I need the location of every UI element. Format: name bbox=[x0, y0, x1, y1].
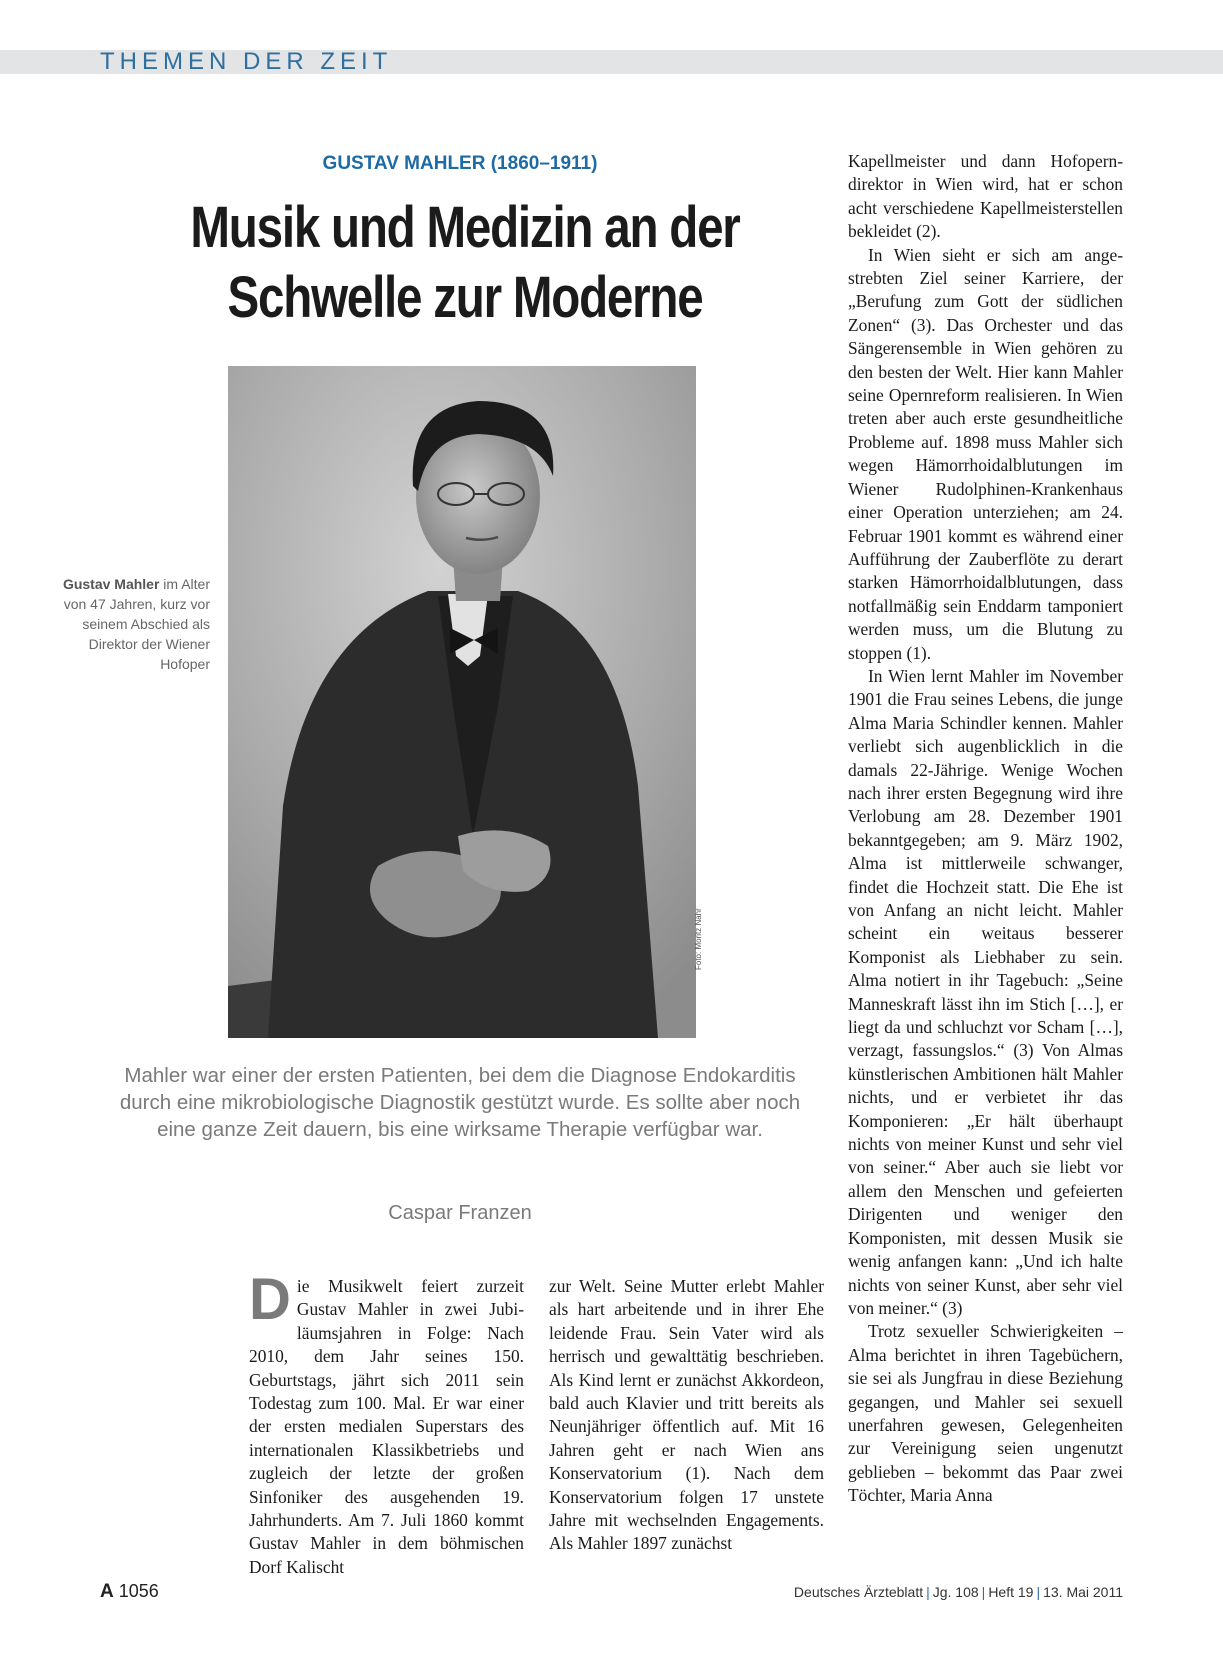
separator: | bbox=[981, 1584, 986, 1600]
paragraph: zur Welt. Seine Mutter erlebt Mahler als hart arbeitende und in ihrer Ehe leidende Frau. Sein Vater wird als herrisch und gewalttätig beschrieben. Als Kind lernt er zunächst Akkordeon, bald auch Klavier und tritt bereits als Neunjähriger öffentlich auf. Mit 16 Jahren geht er nach Wien ans Konservatorium (1). Nach dem Konservatorium folgen 17 unstete Jahre mit wechselnden Engagements. Als Mahler 1897 zunächst bbox=[549, 1276, 824, 1554]
photo-caption bbox=[60, 574, 210, 674]
article-headline bbox=[174, 193, 756, 333]
text-column-3 bbox=[848, 150, 1123, 1508]
journal-issue: Heft 19 bbox=[988, 1584, 1034, 1600]
journal-date: 13. Mai 2011 bbox=[1043, 1584, 1123, 1600]
portrait-photo bbox=[228, 366, 696, 1038]
section-label: THEMEN DER ZEIT bbox=[100, 48, 393, 75]
paragraph bbox=[249, 1267, 524, 1579]
page-prefix: A bbox=[100, 1581, 114, 1602]
caption-text: im Alter von 47 Jahren, kurz vor seinem Abschied als Direktor der Wiener Hofoper bbox=[63, 576, 210, 672]
journal-info bbox=[794, 1584, 1123, 1600]
paragraph: In Wien lernt Mahler im November 1901 die Frau seines Lebens, die junge Alma Maria Schindler kennen. Mahler verliebt sich augenblicklich in die damals 22-Jährige. Wenige Wochen nach ihrer ersten Begegnung wird ihre Verlobung am 28. Dezember 1901 bekanntgegeben; am 9. März 1902, Alma ist mittlerweile schwanger, findet die Hochzeit statt. Die Ehe ist von Anfang an nicht leicht. Mahler scheint ein weitaus besserer Komponist als Liebhaber zu sein. Alma notiert in ihr Tagebuch: „Seine Manneskraft lässt ihn im Stich […], er liegt da und schluchzt vor Scham […], verzagt, fassungslos.“ (3) Von Almas künstlerischen Ambitionen hält Mahler nichts, und er verbietet ihr das Komponieren: „Er hält überhaupt nichts von meiner Kunst und sehr viel von seiner.“ Aber auch sie liebt vor allem den Menschen und gefeierten Dirigenten und weniger den Komponisten, mit dessen Musik sie wenig anfangen kann: „Und ich halte nichts von seiner Kunst, aber sehr viel von meiner.“ (3) bbox=[848, 665, 1123, 1318]
journal-volume: Jg. 108 bbox=[932, 1584, 979, 1600]
headline-line-1: Musik und Medizin an der bbox=[190, 195, 740, 260]
article-author: Caspar Franzen bbox=[388, 1202, 532, 1224]
separator: | bbox=[1036, 1584, 1041, 1600]
article-teaser: Mahler war einer der ersten Patienten, bei dem die Diagnose Endokarditis durch eine mikrobiologische Diagnostik gestützt wurde. Es sollte aber noch eine ganze Zeit dauern, bis eine wirksame Therapie verfügbar war. bbox=[119, 1064, 801, 1141]
drop-cap: D bbox=[249, 1267, 291, 1332]
separator: | bbox=[926, 1584, 930, 1600]
article-kicker: GUSTAV MAHLER (1860–1911) bbox=[322, 153, 598, 174]
page-number-value: 1056 bbox=[113, 1581, 159, 1601]
page-number bbox=[100, 1581, 159, 1603]
paragraph-text: ie Musikwelt feiert zurzeit Gustav Mahler in zwei Jubiläumsjahren in Folge: Nach 2010, dem Jahr seines 150. Geburtstags, jährt sich 2011 sein Todestag zum 100. Mal. Er war einer der ersten medialen Superstars des internationalen Klassikbetriebs und zugleich der letzte der großen Sinfoniker des ausgehenden 19. Jahrhunderts. Am 7. Juli 1860 kommt Gustav Mahler in dem böhmischen Dorf Kalischt bbox=[249, 1276, 524, 1577]
text-column-2 bbox=[549, 1275, 824, 1556]
paragraph: Trotz sexueller Schwierigkeiten – Alma berichtet in ihren Tagebüchern, sie sei als Jungfrau in diese Beziehung gegangen, und Mahler sei sexuell unerfahren gewesen, Gelegenheiten zur Vereinigung seien ungenutzt geblieben – bekommt das Paar zwei Töchter, Maria Anna bbox=[848, 1321, 1123, 1506]
headline-line-2: Schwelle zur Moderne bbox=[227, 265, 703, 330]
text-column-1 bbox=[249, 1267, 524, 1579]
paragraph: In Wien sieht er sich am angestrebten Ziel seiner Karriere, der „Berufung zum Gott der südlichen Zonen“ (3). Das Orchester und das Sängerensemble in Wien gehören zu den besten der Welt. Hier kann Mahler seine Opernreform realisieren. In Wien treten aber auch erste gesundheitliche Probleme auf. 1898 muss Mahler sich wegen Hämorrhoidalblutungen im Wiener Rudolphinen-Krankenhaus einer Operation unterziehen; am 24. Februar 1901 kommt es während einer Aufführung der Zauberflöte zu derart starken Hämorrhoidalblutungen, dass notfallmäßig sein Enddarm tamponiert werden muss, um die Blutung zu stoppen (1). bbox=[848, 244, 1123, 663]
paragraph: Kapellmeister und dann Hofoperndirektor in Wien wird, hat er schon acht verschiedene Kapellmeisterstellen bekleidet (2). bbox=[848, 151, 1123, 242]
photo-credit: Foto: Moritz Nähr bbox=[694, 908, 703, 970]
journal-name: Deutsches Ärzteblatt bbox=[793, 1584, 924, 1600]
caption-name: Gustav Mahler bbox=[62, 576, 160, 592]
